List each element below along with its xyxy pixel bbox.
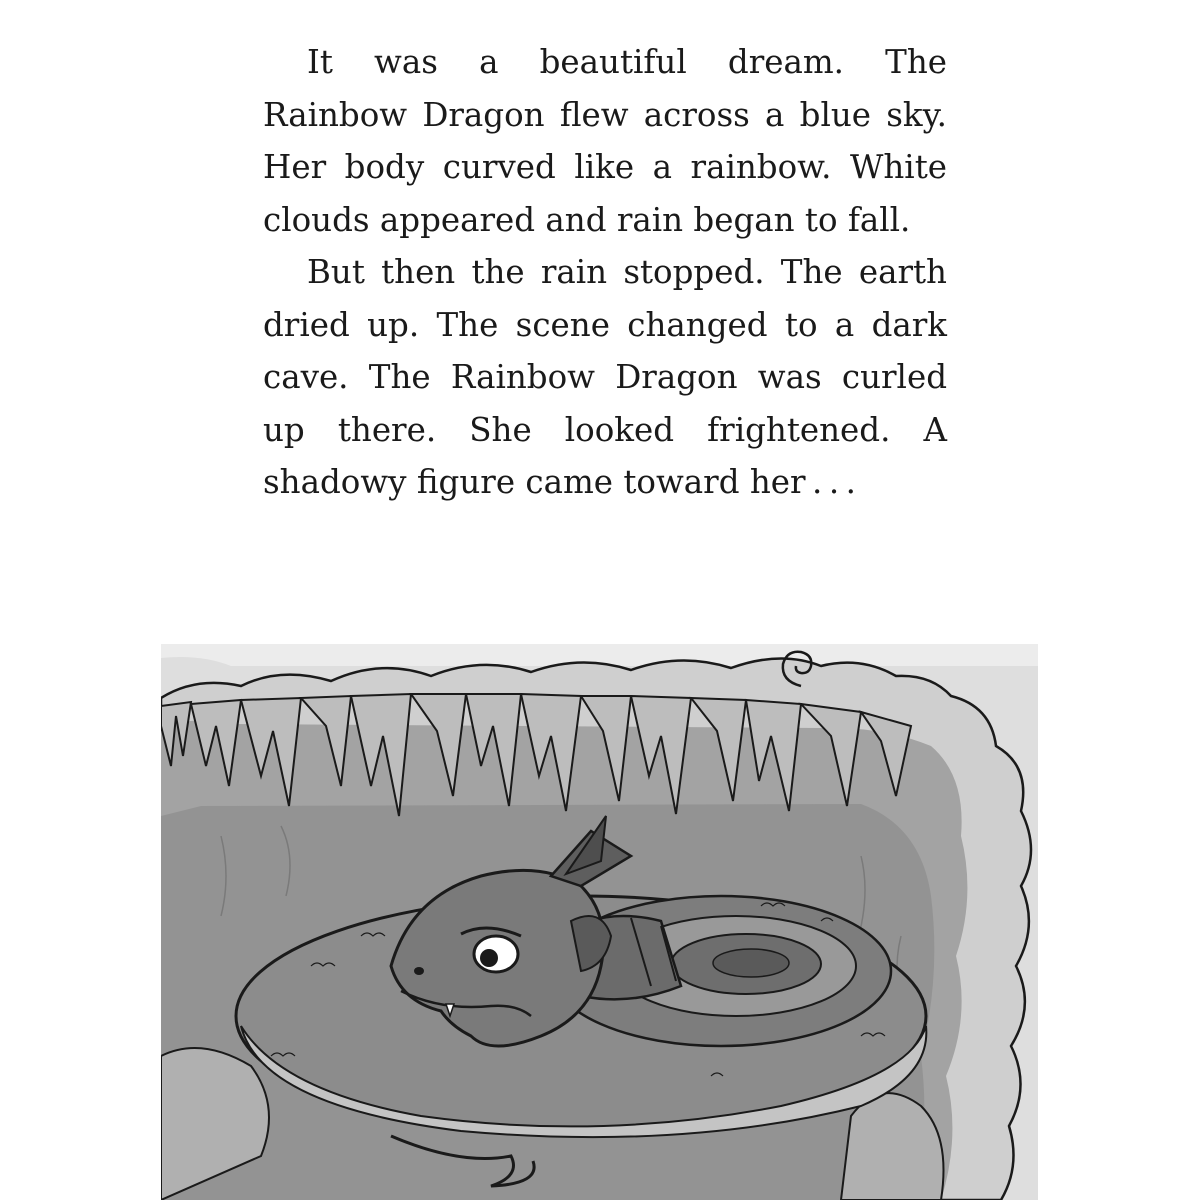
story-text: [263, 36, 947, 509]
dragon-nostril: [414, 967, 424, 975]
story-paragraph-1: It was a beautiful dream. The Rainbow Dragon flew across a blue sky. Her body curved like a rainbow. White clouds appeared and rain began to fall.: [263, 43, 947, 239]
illustration-svg: [161, 636, 1038, 1200]
dragon-pupil: [480, 949, 498, 967]
dragon-cave-illustration: [161, 636, 1038, 1200]
story-paragraph-2: But then the rain stopped. The earth dried up. The scene changed to a dark cave. The Rainbow Dragon was curled up there. She looked frightened. A shadowy figure came toward her . . .: [263, 253, 947, 501]
dragon-coil-center: [713, 949, 789, 977]
